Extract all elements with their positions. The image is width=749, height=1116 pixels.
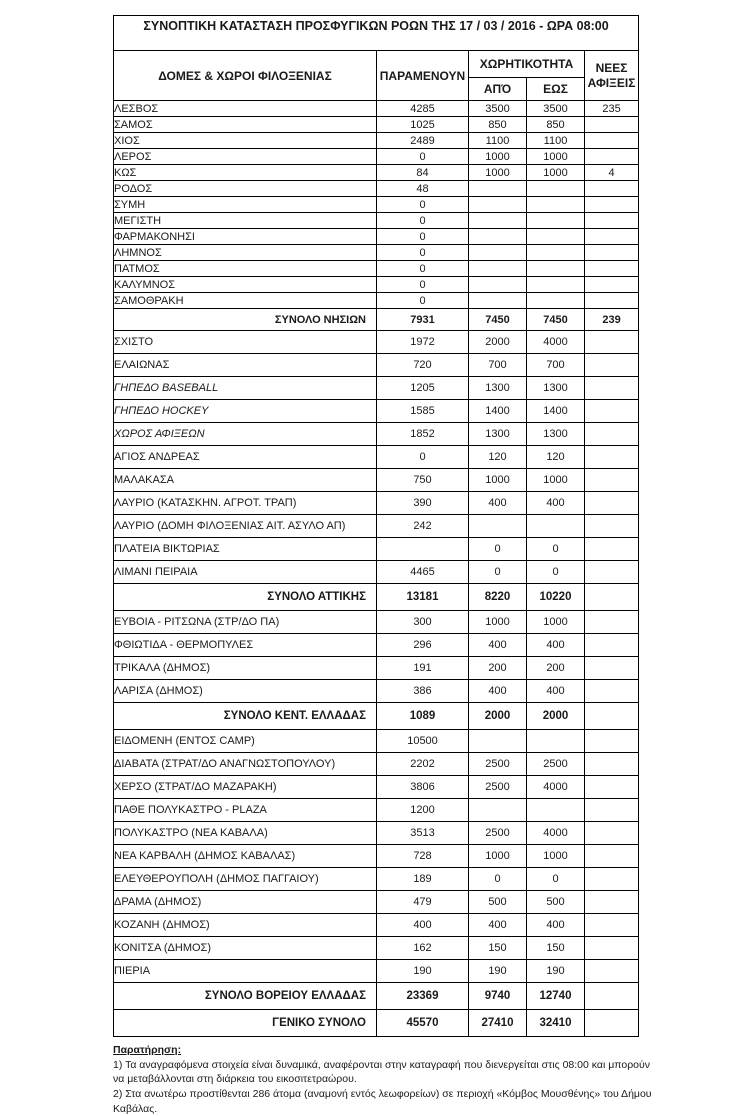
footnotes [113, 1043, 653, 1116]
cell-arrivals [585, 400, 639, 423]
cell-remain: 720 [377, 354, 469, 377]
cell-remain: 45570 [377, 1010, 469, 1037]
cell-name: ΡΟΔΟΣ [114, 181, 377, 197]
table-row [114, 133, 639, 149]
table-row [114, 293, 639, 309]
cell-arrivals [585, 1010, 639, 1037]
cell-arrivals [585, 181, 639, 197]
cell-remain: 0 [377, 245, 469, 261]
title-row [114, 16, 639, 51]
cell-name: ΦΑΡΜΑΚΟΝΗΣΙ [114, 229, 377, 245]
table-row [114, 149, 639, 165]
cell-from: 700 [469, 354, 527, 377]
table-row [114, 492, 639, 515]
cell-arrivals [585, 960, 639, 983]
cell-name: ΚΩΣ [114, 165, 377, 181]
cell-name: ΚΟΖΑΝΗ (ΔΗΜΟΣ) [114, 914, 377, 937]
cell-name: ΣΥΝΟΛΟ ΒΟΡΕΙΟΥ ΕΛΛΑΔΑΣ [114, 983, 377, 1010]
cell-to [527, 730, 585, 753]
cell-to: 2000 [527, 703, 585, 730]
table-row [114, 423, 639, 446]
table-row [114, 181, 639, 197]
cell-name: ΛΑΡΙΣΑ (ΔΗΜΟΣ) [114, 680, 377, 703]
cell-remain: 190 [377, 960, 469, 983]
footnote-heading: Παρατήρηση: [113, 1044, 182, 1056]
cell-name: ΛΕΣΒΟΣ [114, 101, 377, 117]
column-header-new-arrivals: ΝΕΕΣ ΑΦΙΞΕΙΣ [585, 51, 639, 101]
cell-to: 120 [527, 446, 585, 469]
cell-name: ΚΟΝΙΤΣΑ (ΔΗΜΟΣ) [114, 937, 377, 960]
cell-arrivals [585, 937, 639, 960]
cell-from: 9740 [469, 983, 527, 1010]
cell-from: 1400 [469, 400, 527, 423]
table-row [114, 822, 639, 845]
cell-from [469, 261, 527, 277]
cell-remain: 3513 [377, 822, 469, 845]
table-row [114, 354, 639, 377]
cell-to: 400 [527, 914, 585, 937]
table-row [114, 611, 639, 634]
table-row [114, 680, 639, 703]
cell-from: 1000 [469, 845, 527, 868]
cell-remain: 189 [377, 868, 469, 891]
cell-from [469, 293, 527, 309]
cell-remain: 0 [377, 446, 469, 469]
column-header-remain: ΠΑΡΑΜΕΝΟΥΝ [377, 51, 469, 101]
table-row [114, 400, 639, 423]
cell-remain: 0 [377, 293, 469, 309]
column-header-name: ΔΟΜΕΣ & ΧΩΡΟΙ ΦΙΛΟΞΕΝΙΑΣ [114, 51, 377, 101]
cell-from: 0 [469, 538, 527, 561]
cell-remain: 1089 [377, 703, 469, 730]
cell-name: ΤΡΙΚΑΛΑ (ΔΗΜΟΣ) [114, 657, 377, 680]
cell-remain: 3806 [377, 776, 469, 799]
cell-name: ΝΕΑ ΚΑΡΒΑΛΗ (ΔΗΜΟΣ ΚΑΒΑΛΑΣ) [114, 845, 377, 868]
table-row [114, 561, 639, 584]
cell-from [469, 245, 527, 261]
cell-arrivals [585, 277, 639, 293]
cell-name: ΣΧΙΣΤΟ [114, 331, 377, 354]
table-row [114, 868, 639, 891]
cell-remain: 300 [377, 611, 469, 634]
cell-from: 150 [469, 937, 527, 960]
cell-to: 0 [527, 538, 585, 561]
cell-from [469, 515, 527, 538]
cell-to: 0 [527, 561, 585, 584]
cell-remain: 84 [377, 165, 469, 181]
cell-to: 1000 [527, 165, 585, 181]
cell-to: 700 [527, 354, 585, 377]
table-row [114, 469, 639, 492]
column-header-capacity: ΧΩΡΗΤΙΚΟΤΗΤΑ [469, 51, 585, 78]
cell-arrivals [585, 657, 639, 680]
cell-from: 1300 [469, 377, 527, 400]
cell-to: 1000 [527, 469, 585, 492]
cell-arrivals [585, 561, 639, 584]
total-row [114, 983, 639, 1010]
cell-arrivals [585, 868, 639, 891]
cell-to: 500 [527, 891, 585, 914]
cell-to [527, 245, 585, 261]
cell-remain: 386 [377, 680, 469, 703]
cell-from [469, 799, 527, 822]
table-row [114, 515, 639, 538]
cell-name: ΕΙΔΟΜΕΝΗ (ΕΝΤΟΣ CAMP) [114, 730, 377, 753]
cell-name: ΜΑΛΑΚΑΣΑ [114, 469, 377, 492]
cell-arrivals [585, 117, 639, 133]
cell-name: ΛΗΜΝΟΣ [114, 245, 377, 261]
cell-to: 190 [527, 960, 585, 983]
total-row [114, 309, 639, 331]
cell-remain: 242 [377, 515, 469, 538]
cell-name: ΛΑΥΡΙΟ (ΔΟΜΗ ΦΙΛΟΞΕΝΙΑΣ ΑΙΤ. ΑΣΥΛΟ ΑΠ) [114, 515, 377, 538]
cell-to [527, 277, 585, 293]
cell-to [527, 197, 585, 213]
table-row [114, 277, 639, 293]
cell-from: 1000 [469, 165, 527, 181]
cell-arrivals [585, 822, 639, 845]
refugee-flows-table [113, 15, 639, 1037]
cell-from [469, 277, 527, 293]
table-row [114, 538, 639, 561]
cell-to: 1100 [527, 133, 585, 149]
cell-to: 1000 [527, 845, 585, 868]
cell-from: 200 [469, 657, 527, 680]
cell-name: ΔΙΑΒΑΤΑ (ΣΤΡΑΤ/ΔΟ ΑΝΑΓΝΩΣΤΟΠΟΥΛΟΥ) [114, 753, 377, 776]
cell-name: ΓΕΝΙΚΟ ΣΥΝΟΛΟ [114, 1010, 377, 1037]
total-row [114, 1010, 639, 1037]
cell-to: 2500 [527, 753, 585, 776]
cell-arrivals [585, 213, 639, 229]
cell-to: 1400 [527, 400, 585, 423]
cell-to: 3500 [527, 101, 585, 117]
cell-name: ΣΑΜΟΘΡΑΚΗ [114, 293, 377, 309]
table-row [114, 261, 639, 277]
cell-from: 2500 [469, 753, 527, 776]
cell-remain: 479 [377, 891, 469, 914]
table-row [114, 213, 639, 229]
table-row [114, 960, 639, 983]
cell-arrivals [585, 133, 639, 149]
cell-remain: 1200 [377, 799, 469, 822]
cell-remain: 1205 [377, 377, 469, 400]
table-row [114, 776, 639, 799]
cell-name: ΧΕΡΣΟ (ΣΤΡΑΤ/ΔΟ ΜΑΖΑΡΑΚΗ) [114, 776, 377, 799]
table-row [114, 891, 639, 914]
cell-from: 400 [469, 634, 527, 657]
cell-arrivals [585, 293, 639, 309]
cell-remain [377, 538, 469, 561]
cell-to [527, 799, 585, 822]
cell-to: 150 [527, 937, 585, 960]
cell-remain: 7931 [377, 309, 469, 331]
cell-arrivals [585, 261, 639, 277]
cell-arrivals [585, 492, 639, 515]
cell-to: 1300 [527, 423, 585, 446]
cell-to: 4000 [527, 822, 585, 845]
cell-to [527, 261, 585, 277]
cell-arrivals [585, 634, 639, 657]
table-row [114, 845, 639, 868]
cell-remain: 162 [377, 937, 469, 960]
table-row [114, 229, 639, 245]
cell-remain: 1025 [377, 117, 469, 133]
cell-to: 850 [527, 117, 585, 133]
cell-arrivals [585, 446, 639, 469]
table-row [114, 634, 639, 657]
cell-from: 1100 [469, 133, 527, 149]
cell-name: ΠΑΤΜΟΣ [114, 261, 377, 277]
cell-remain: 23369 [377, 983, 469, 1010]
cell-arrivals [585, 423, 639, 446]
cell-name: ΕΛΕΥΘΕΡΟΥΠΟΛΗ (ΔΗΜΟΣ ΠΑΓΓΑΙΟΥ) [114, 868, 377, 891]
cell-from: 27410 [469, 1010, 527, 1037]
cell-name: ΕΥΒΟΙΑ - ΡΙΤΣΩΝΑ (ΣΤΡ/ΔΟ ΠΑ) [114, 611, 377, 634]
cell-to: 4000 [527, 776, 585, 799]
cell-from: 500 [469, 891, 527, 914]
cell-name: ΣΥΝΟΛΟ ΑΤΤΙΚΗΣ [114, 584, 377, 611]
cell-remain: 10500 [377, 730, 469, 753]
column-header-capacity-to: ΕΩΣ [527, 78, 585, 101]
cell-arrivals: 4 [585, 165, 639, 181]
cell-arrivals: 235 [585, 101, 639, 117]
cell-to: 12740 [527, 983, 585, 1010]
cell-to: 200 [527, 657, 585, 680]
cell-to: 1000 [527, 611, 585, 634]
cell-remain: 390 [377, 492, 469, 515]
cell-from [469, 730, 527, 753]
cell-remain: 4285 [377, 101, 469, 117]
cell-remain: 0 [377, 149, 469, 165]
table-title: ΣΥΝΟΠΤΙΚΗ ΚΑΤΑΣΤΑΣΗ ΠΡΟΣΦΥΓΙΚΩΝ ΡΟΩΝ ΤΗΣ 17 / 03 / 2016 - ΩΡΑ 08:00 [114, 16, 639, 51]
cell-arrivals [585, 197, 639, 213]
cell-to: 400 [527, 680, 585, 703]
cell-remain: 1972 [377, 331, 469, 354]
cell-arrivals [585, 703, 639, 730]
cell-from: 400 [469, 492, 527, 515]
cell-name: ΣΥΝΟΛΟ ΚΕΝΤ. ΕΛΛΑΔΑΣ [114, 703, 377, 730]
cell-remain: 0 [377, 197, 469, 213]
cell-remain: 750 [377, 469, 469, 492]
footnote-1: 1) Τα αναγραφόμενα στοιχεία είναι δυναμικά, αναφέρονται στην καταγραφή που διενεργείται στις 08:00 και μπορούν να μεταβάλλονται στη διάρκεια του εικοσιτετραώρου. [113, 1058, 650, 1086]
cell-arrivals [585, 538, 639, 561]
cell-from [469, 181, 527, 197]
table-body [114, 101, 639, 1037]
cell-from: 0 [469, 561, 527, 584]
cell-name: ΜΕΓΙΣΤΗ [114, 213, 377, 229]
cell-remain: 0 [377, 261, 469, 277]
table-header [114, 16, 639, 101]
cell-to: 4000 [527, 331, 585, 354]
cell-from [469, 197, 527, 213]
cell-to: 1000 [527, 149, 585, 165]
cell-arrivals [585, 680, 639, 703]
cell-to: 1300 [527, 377, 585, 400]
cell-to: 400 [527, 492, 585, 515]
document-page [113, 15, 652, 1116]
cell-from: 1300 [469, 423, 527, 446]
cell-to: 10220 [527, 584, 585, 611]
table-row [114, 657, 639, 680]
cell-arrivals [585, 331, 639, 354]
cell-from: 1000 [469, 149, 527, 165]
cell-to: 0 [527, 868, 585, 891]
table-row [114, 101, 639, 117]
total-row [114, 584, 639, 611]
cell-arrivals [585, 377, 639, 400]
cell-name: ΠΛΑΤΕΙΑ ΒΙΚΤΩΡΙΑΣ [114, 538, 377, 561]
cell-remain: 400 [377, 914, 469, 937]
cell-arrivals [585, 149, 639, 165]
cell-from [469, 229, 527, 245]
cell-name: ΛΑΥΡΙΟ (ΚΑΤΑΣΚΗΝ. ΑΓΡΟΤ. ΤΡΑΠ) [114, 492, 377, 515]
cell-from: 850 [469, 117, 527, 133]
cell-arrivals [585, 584, 639, 611]
column-header-capacity-from: ΑΠΌ [469, 78, 527, 101]
cell-name: ΣΥΝΟΛΟ ΝΗΣΙΩΝ [114, 309, 377, 331]
cell-from: 2000 [469, 331, 527, 354]
cell-from: 2000 [469, 703, 527, 730]
table-row [114, 446, 639, 469]
cell-from: 1000 [469, 469, 527, 492]
cell-arrivals [585, 753, 639, 776]
cell-arrivals [585, 469, 639, 492]
table-row [114, 753, 639, 776]
cell-arrivals [585, 914, 639, 937]
table-row [114, 937, 639, 960]
cell-arrivals [585, 891, 639, 914]
table-row [114, 245, 639, 261]
cell-arrivals [585, 983, 639, 1010]
cell-arrivals [585, 799, 639, 822]
cell-remain: 1852 [377, 423, 469, 446]
cell-to [527, 213, 585, 229]
table-row [114, 117, 639, 133]
table-row [114, 331, 639, 354]
cell-from: 400 [469, 914, 527, 937]
cell-name: ΠΟΛΥΚΑΣΤΡΟ (ΝΕΑ ΚΑΒΑΛΑ) [114, 822, 377, 845]
cell-arrivals [585, 611, 639, 634]
cell-arrivals [585, 845, 639, 868]
table-row [114, 799, 639, 822]
cell-name: ΠΑΘΕ ΠΟΛΥΚΑΣΤΡΟ - PLAZA [114, 799, 377, 822]
header-row-1 [114, 51, 639, 78]
cell-name: ΠΙΕΡΙΑ [114, 960, 377, 983]
cell-arrivals [585, 229, 639, 245]
cell-arrivals [585, 515, 639, 538]
cell-remain: 2202 [377, 753, 469, 776]
cell-remain: 191 [377, 657, 469, 680]
cell-name: ΓΗΠΕΔΟ BASEBALL [114, 377, 377, 400]
cell-from: 2500 [469, 776, 527, 799]
cell-remain: 1585 [377, 400, 469, 423]
cell-to [527, 181, 585, 197]
cell-from: 7450 [469, 309, 527, 331]
cell-arrivals [585, 776, 639, 799]
cell-remain: 13181 [377, 584, 469, 611]
cell-name: ΛΙΜΑΝΙ ΠΕΙΡΑΙΑ [114, 561, 377, 584]
cell-remain: 4465 [377, 561, 469, 584]
cell-to [527, 515, 585, 538]
cell-from: 120 [469, 446, 527, 469]
cell-from [469, 213, 527, 229]
cell-from: 190 [469, 960, 527, 983]
cell-name: ΓΗΠΕΔΟ HOCKEY [114, 400, 377, 423]
cell-name: ΑΓΙΟΣ ΑΝΔΡΕΑΣ [114, 446, 377, 469]
table-row [114, 914, 639, 937]
footnote-2: 2) Στα ανωτέρω προστίθενται 286 άτομα (αναμονή εντός λεωφορείων) σε περιοχή «Κόμβος Μουσθένης» του Δήμου Καβάλας. [113, 1088, 652, 1115]
cell-name: ΧΙΟΣ [114, 133, 377, 149]
cell-from: 400 [469, 680, 527, 703]
cell-arrivals [585, 245, 639, 261]
cell-remain: 2489 [377, 133, 469, 149]
cell-remain: 728 [377, 845, 469, 868]
cell-arrivals [585, 730, 639, 753]
cell-from: 1000 [469, 611, 527, 634]
cell-to [527, 293, 585, 309]
cell-name: ΚΑΛΥΜΝΟΣ [114, 277, 377, 293]
cell-from: 8220 [469, 584, 527, 611]
cell-remain: 0 [377, 277, 469, 293]
cell-name: ΔΡΑΜΑ (ΔΗΜΟΣ) [114, 891, 377, 914]
cell-remain: 296 [377, 634, 469, 657]
cell-from: 3500 [469, 101, 527, 117]
cell-from: 2500 [469, 822, 527, 845]
total-row [114, 703, 639, 730]
cell-from: 0 [469, 868, 527, 891]
table-row [114, 197, 639, 213]
cell-name: ΕΛΑΙΩΝΑΣ [114, 354, 377, 377]
cell-remain: 0 [377, 229, 469, 245]
table-row [114, 377, 639, 400]
cell-name: ΧΩΡΟΣ ΑΦΙΞΕΩΝ [114, 423, 377, 446]
cell-remain: 0 [377, 213, 469, 229]
table-row [114, 730, 639, 753]
cell-arrivals: 239 [585, 309, 639, 331]
cell-remain: 48 [377, 181, 469, 197]
cell-name: ΦΘΙΩΤΙΔΑ - ΘΕΡΜΟΠΥΛΕΣ [114, 634, 377, 657]
table-row [114, 165, 639, 181]
cell-to [527, 229, 585, 245]
cell-to: 32410 [527, 1010, 585, 1037]
cell-name: ΛΕΡΟΣ [114, 149, 377, 165]
cell-name: ΣΑΜΟΣ [114, 117, 377, 133]
cell-arrivals [585, 354, 639, 377]
cell-name: ΣΥΜΗ [114, 197, 377, 213]
cell-to: 400 [527, 634, 585, 657]
cell-to: 7450 [527, 309, 585, 331]
